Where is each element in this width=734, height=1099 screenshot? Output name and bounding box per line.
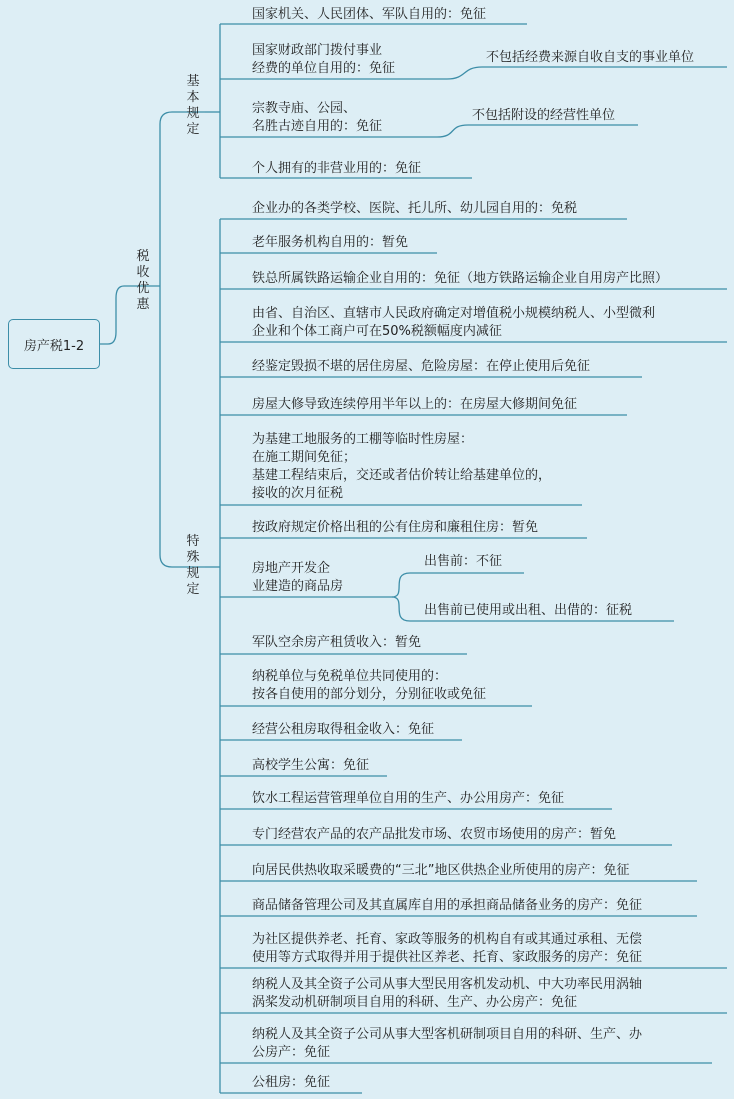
branch-to-special bbox=[160, 286, 205, 567]
basic-rules-label[interactable]: 基本规定 bbox=[186, 74, 200, 137]
special-item-11[interactable]: 纳税单位与免税单位共同使用的： 按各自使用的部分划分，分别征收或免征 bbox=[252, 669, 487, 702]
basic-item-2-note[interactable]: 不包括经费来源自收自支的事业单位 bbox=[486, 50, 695, 65]
basic-item-3-note[interactable]: 不包括附设的经营性单位 bbox=[472, 108, 616, 123]
special-item-4[interactable]: 由省、自治区、直辖市人民政府确定对增值税小规模纳税人、小型微利 企业和个体工商户可在50%税额幅度内减征 bbox=[252, 306, 656, 339]
special-item-9-child-2[interactable]: 出售前已使用或出租、出借的：征税 bbox=[424, 603, 633, 618]
special-item-18[interactable]: 为社区提供养老、托育、家政等服务的机构自有或其通过承租、无偿 使用等方式取得并用于提供社区养老、托育、家政服务的房产：免征 bbox=[252, 932, 643, 965]
special-item-16[interactable]: 向居民供热收取采暖费的“三北”地区供热企业所使用的房产：免征 bbox=[252, 863, 630, 878]
root-node[interactable] bbox=[8, 319, 100, 369]
special-item-1[interactable]: 企业办的各类学校、医院、托儿所、幼儿园自用的：免税 bbox=[252, 201, 578, 216]
special-item-9-child-1[interactable]: 出售前：不征 bbox=[424, 554, 503, 569]
root-label: 房产税1-2 bbox=[23, 338, 85, 354]
special-item-3[interactable]: 铁总所属铁路运输企业自用的：免征（地方铁路运输企业自用房产比照） bbox=[252, 271, 669, 286]
tax-preference-branch-label[interactable]: 税收优惠 bbox=[136, 249, 150, 312]
special-item-9-connector-1 bbox=[392, 573, 410, 597]
basic-item-4[interactable]: 个人拥有的非营业用的：免征 bbox=[252, 161, 422, 176]
special-item-2[interactable]: 老年服务机构自用的：暂免 bbox=[252, 235, 409, 250]
basic-item-3[interactable]: 宗教寺庙、公园、 名胜古迹自用的：免征 bbox=[252, 101, 383, 134]
root-branch-connector bbox=[100, 286, 132, 344]
special-item-9[interactable]: 房地产开发企 业建造的商品房 bbox=[252, 561, 344, 594]
special-item-14[interactable]: 饮水工程运营管理单位自用的生产、办公用房产：免征 bbox=[252, 791, 565, 806]
special-item-17[interactable]: 商品储备管理公司及其直属库自用的承担商品储备业务的房产：免征 bbox=[252, 898, 643, 913]
special-item-19[interactable]: 纳税人及其全资子公司从事大型民用客机发动机、中大功率民用涡轴 涡桨发动机研制项目自用的科研、生产、办公房产：免征 bbox=[252, 977, 643, 1010]
special-item-5[interactable]: 经鉴定毁损不堪的居住房屋、危险房屋：在停止使用后免征 bbox=[252, 359, 591, 374]
basic-item-2-note-connector bbox=[447, 67, 727, 79]
special-item-21[interactable]: 公租房：免征 bbox=[252, 1075, 331, 1090]
special-item-10[interactable]: 军队空余房产租赁收入：暂免 bbox=[252, 635, 422, 650]
special-item-9-connector-2 bbox=[392, 597, 410, 621]
branch-to-basic bbox=[160, 112, 205, 286]
basic-item-2[interactable]: 国家财政部门拨付事业 经费的单位自用的：免征 bbox=[252, 43, 396, 76]
basic-item-1[interactable]: 国家机关、人民团体、军队自用的：免征 bbox=[252, 7, 487, 22]
basic-item-3-note-connector bbox=[437, 125, 638, 137]
special-item-12[interactable]: 经营公租房取得租金收入：免征 bbox=[252, 722, 435, 737]
special-item-6[interactable]: 房屋大修导致连续停用半年以上的：在房屋大修期间免征 bbox=[252, 397, 578, 412]
special-item-15[interactable]: 专门经营农产品的农产品批发市场、农贸市场使用的房产：暂免 bbox=[252, 827, 617, 842]
special-item-13[interactable]: 高校学生公寓：免征 bbox=[252, 758, 370, 773]
special-rules-label[interactable]: 特殊规定 bbox=[186, 534, 200, 597]
special-item-20[interactable]: 纳税人及其全资子公司从事大型客机研制项目自用的科研、生产、办 公房产：免征 bbox=[252, 1027, 643, 1060]
special-item-7[interactable]: 为基建工地服务的工棚等临时性房屋： 在施工期间免征； 基建工程结束后，交还或者估价转让给基建单位的， 接收的次月征税 bbox=[252, 432, 552, 501]
special-item-8[interactable]: 按政府规定价格出租的公有住房和廉租住房：暂免 bbox=[252, 520, 539, 535]
